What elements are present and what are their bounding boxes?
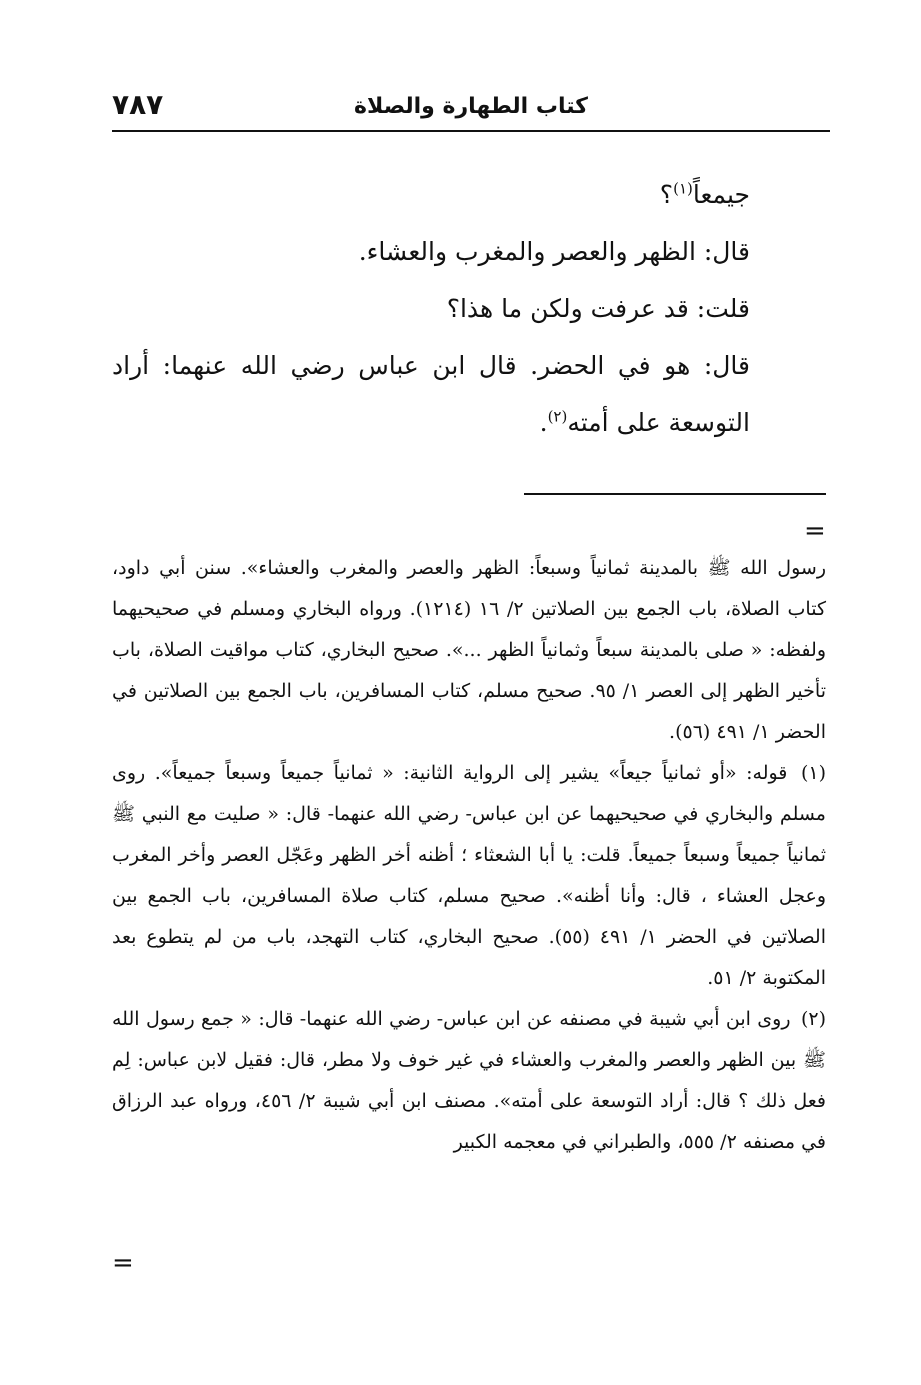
footnote-2-number: (٢) (800, 1008, 826, 1030)
continues-next-page-mark: = (112, 1248, 134, 1278)
footnote-separator (524, 493, 826, 495)
footnote-1 (112, 753, 826, 999)
running-title: كتاب الطهارة والصلاة (354, 94, 588, 119)
footnote-1-number: (١) (800, 762, 826, 784)
main-paragraph-4-end: . (539, 408, 548, 437)
continued-from-previous-mark: = (804, 516, 826, 546)
page-number: ٧٨٧ (112, 88, 164, 121)
main-line-3: قلت: قد عرفت ولكن ما هذا؟ (446, 294, 750, 323)
footnote-ref-1: (١) (673, 179, 693, 198)
main-line-2: قال: الظهر والعصر والمغرب والعشاء. (358, 237, 750, 266)
main-text (112, 166, 750, 451)
footnote-2-text: روى ابن أبي شيبة في مصنفه عن ابن عباس- رضي الله عنهما- قال: « جمع رسول الله ﷺ بين الظهر والعصر والمغرب والعشاء في غير خوف ولا مطر، قال: فقيل لابن عباس: لِم فعل ذلك ؟ قال: أراد التوسعة على أمته». مصنف ابن أبي شيبة ٢/ ٤٥٦، ورواه عبد الرزاق في مصنفه ٢/ ٥٥٥، والطبراني في معجمه الكبير (112, 1008, 826, 1153)
main-line-1-text: جيمعاً (692, 180, 750, 209)
footnote-ref-2: (٢) (547, 407, 568, 426)
main-line-1 (112, 166, 750, 223)
page-header (112, 82, 830, 132)
footnote-continued: رسول الله ﷺ بالمدينة ثمانياً وسبعاً: الظهر والعصر والمغرب والعشاء». سنن أبي داود، كتاب الصلاة، باب الجمع بين الصلاتين ٢/ ١٦ (١٢١٤). ورواه البخاري ومسلم في صحيحيهما ولفظه: « صلى بالمدينة سبعاً وثمانياً الظهر ...». صحيح البخاري، كتاب مواقيت الصلاة، باب تأخير الظهر إلى العصر ١/ ٩٥. صحيح مسلم، كتاب المسافرين، باب الجمع بين الصلاتين في الحضر ١/ ٤٩١ (٥٦). (112, 557, 826, 743)
footnote-2 (112, 999, 826, 1163)
main-paragraph-4 (112, 337, 750, 451)
main-line-1-end: ؟ (659, 180, 674, 209)
main-paragraph-4-text: قال: هو في الحضر. قال ابن عباس رضي الله عنهما: أراد التوسعة على أمته (112, 351, 750, 437)
footnotes (112, 548, 826, 1163)
footnote-1-text: قوله: «أو ثمانياً جيعاً» يشير إلى الرواية الثانية: « ثمانياً جميعاً وسبعاً جميعاً». روى مسلم والبخاري في صحيحيهما عن ابن عباس- رضي الله عنهما- قال: « صليت مع النبي ﷺ ثمانياً جميعاً وسبعاً جميعاً. قلت: يا أبا الشعثاء ؛ أظنه أخر الظهر وعَجّل العصر وأخر المغرب وعجل العشاء ، قال: وأنا أظنه». صحيح مسلم، كتاب صلاة المسافرين، باب الجمع بين الصلاتين في الحضر ١/ ٤٩١ (٥٥). صحيح البخاري، كتاب التهجد، باب من لم يتطوع بعد المكتوبة ٢/ ٥١. (112, 762, 826, 989)
